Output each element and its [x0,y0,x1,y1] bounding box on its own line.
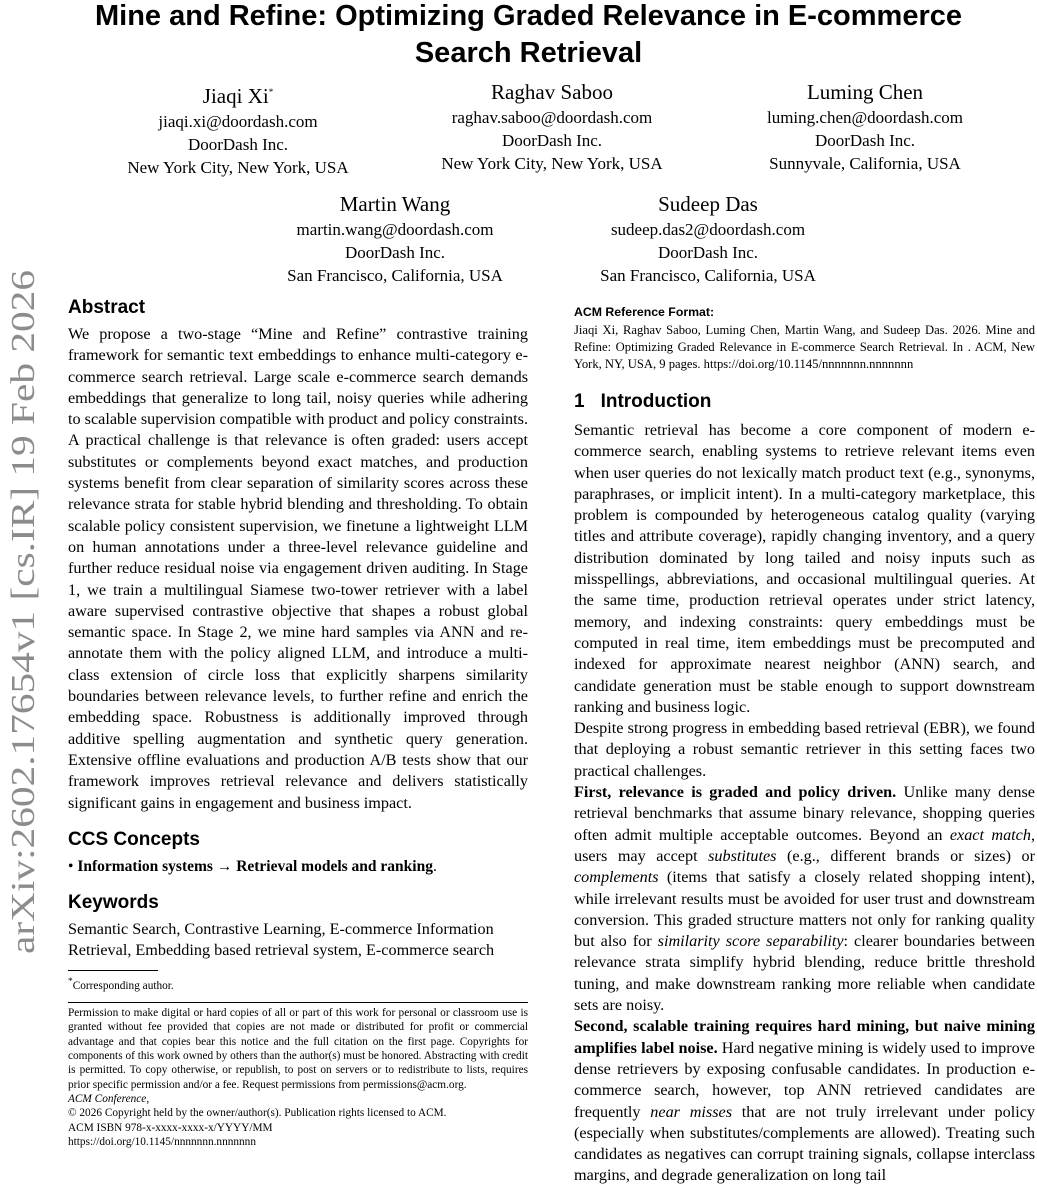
author-affiliation: DoorDash Inc. [501,131,603,150]
paper-title-line-2: Search Retrieval [414,37,643,69]
author-location: San Francisco, California, USA [600,266,816,285]
introduction-heading [574,390,1035,414]
author-location: Sunnyvale, California, USA [769,154,961,173]
footnote-rule [68,970,158,971]
author-affiliation: DoorDash Inc. [814,131,916,150]
author-block [68,80,408,179]
author-affiliation: DoorDash Inc. [187,135,289,154]
challenge-2-lead: Second, scalable training requires hard mining, but naive mining amplifies label noise. [574,1017,1035,1057]
doi-link[interactable]: https://doi.org/10.1145/nnnnnnn.nnnnnnn [68,1135,256,1148]
abstract-text: We propose a two-stage “Mine and Refine” contrastive training framework for semantic text embeddings to enhance multi-category e-commerce search retrieval. Large scale e-commerce search demands embeddings that generalize to long tail, noisy queries while adhering to scalable supervision compatible with product and policy constraints. A practical challenge is that relevance is often graded: users accept substitutes or complements beyond exact matches, and production systems benefit from clear separation of similarity scores across these relevance strata for stable hybrid blending and thresholding. To obtain scalable policy consistent supervision, we finetune a lightweight LLM on human annotations under a three-level relevance guideline and further reduce residual noise via engagement driven auditing. In Stage 1, we train a multilingual Siamese two-tower retriever with a label aware supervised contrastive objective that shapes a robust global semantic space. In Stage 2, we mine hard samples via ANN and re-annotate them with the policy aligned LLM, and introduce a multi-class extension of circle loss that explicitly sharpens similarity boundaries between relevance levels, to further refine and enrich the embedding space. Robustness is additionally improved through additive spelling augmentation and synthetic query generation. Extensive offline evaluations and production A/B tests show that our framework improves retrieval relevance and delivers statistically significant gains in engagement and business impact. [68,325,528,812]
author-email: sudeep.das2@doordash.com [610,220,806,239]
section-number: 1 [574,391,585,412]
author-affiliation: DoorDash Inc. [344,243,446,262]
corresponding-author-footnote: *Corresponding author. [68,977,174,993]
keywords-heading: Keywords [68,891,159,913]
author-email: raghav.saboo@doordash.com [451,108,653,127]
corresponding-author-mark: * [268,87,274,97]
author-location: New York City, New York, USA [127,158,349,177]
ccs-concept-item: • Information systems → Retrieval models and ranking. [68,857,437,875]
paper-title-line-1: Mine and Refine: Optimizing Graded Relevance in E-commerce [95,0,962,32]
keywords-text: Semantic Search, Contrastive Learning, E-commerce Information Retrieval, Embedding based retrieval system, E-commerce search [68,919,495,960]
author-email: luming.chen@doordash.com [766,108,963,127]
intro-paragraph-2: Despite strong progress in embedding based retrieval (EBR), we found that deploying a robust semantic retriever in this setting faces two practical challenges. [574,719,1035,780]
acm-reference-text: Jiaqi Xi, Raghav Saboo, Luming Chen, Martin Wang, and Sudeep Das. 2026. Mine and Refine: Optimizing Graded Relevance in E-commerce Search Retrieval. In . ACM, New York, NY, USA, 9 pages. https://doi.org/10.1145/nnnnnnn.nnnnnnn [574,323,1035,371]
paper-title [60,0,997,72]
author-affiliation: DoorDash Inc. [657,243,759,262]
author-name: Sudeep Das [658,192,758,216]
author-email: martin.wang@doordash.com [296,220,494,239]
challenge-1-lead: First, relevance is graded and policy driven. [574,783,897,802]
right-column [574,296,1035,1187]
author-name: Martin Wang [339,192,451,216]
author-email: jiaqi.xi@doordash.com [158,112,318,131]
left-column [68,296,528,1149]
intro-paragraph-1: Semantic retrieval has become a core component of modern e-commerce search, enabling systems to retrieve relevant items even when user queries do not lexically match product text (e.g., synonyms, paraphrases, or implicit intent). In a multi-category marketplace, this problem is compounded by heterogeneous catalog quality (varying titles and attribute coverage), rapidly changing inventory, and a query distribution dominated by long tailed and noisy inputs such as misspellings, abbreviations, and occasional multilingual queries. At the same time, production retrieval operates under strict latency, memory, and indexing constraints: query embeddings must be computed in real time, item embeddings must be precomputed and indexed for approximate nearest neighbor (ANN) search, and candidate generation must be stable enough to support downstream ranking and business logic. [574,421,1035,716]
author-block [538,192,878,287]
intro-paragraph-3: First, relevance is graded and policy driven. Unlike many dense retrieval benchmarks that assume binary relevance, shopping queries often admit multiple acceptable outcomes. Beyond an exact match, users may accept substitutes (e.g., different brands or sizes) or complements (items that satisfy a closely related shopping intent), while irrelevant results must be avoided for user trust and downstream conversion. This graded structure matters not only for ranking quality but also for similarity score separability: clearer boundaries between relevance strata simplify hybrid blending, reduce brittle threshold tuning, and make downstream ranking more reliable when candidate sets are noisy. [574,783,1035,1015]
section-title: Introduction [600,391,712,412]
copyright-notice: © 2026 Copyright held by the owner/author(s). Publication rights licensed to ACM. [68,1107,447,1120]
ccs-concepts-heading: CCS Concepts [68,828,200,850]
author-location: San Francisco, California, USA [287,266,503,285]
arxiv-identifier-stamp [0,268,46,958]
abstract-heading: Abstract [68,297,146,318]
conference-name: ACM Conference, [68,1092,150,1105]
acm-reference-heading: ACM Reference Format: [574,305,715,319]
author-name: Luming Chen [806,80,924,104]
isbn: ACM ISBN 978-x-xxxx-xxxx-x/YYYY/MM [68,1121,273,1134]
arxiv-identifier: arXiv:2602.17654v1 [cs.IR] 19 Feb 2026 [5,391,42,954]
author-block [382,80,722,175]
author-name: Raghav Saboo [491,80,613,104]
author-block [695,80,1035,175]
permission-notice: Permission to make digital or hard copies of all or part of this work for personal or classroom use is granted without fee provided that copies are not made or distributed for profit or commercial advantage and that copies bear this notice and the full citation on the first page. Copyrights for components of this work owned by others than the author(s) must be honored. Abstracting with credit is permitted. To copy otherwise, or republish, to post on servers or to redistribute to lists, requires prior specific permission and/or a fee. Request permissions from permissions@acm.org. [68,1007,528,1091]
intro-paragraph-4: Second, scalable training requires hard mining, but naive mining amplifies label noise. Hard negative mining is widely used to improve dense retrievers by exposing confusable candidates. In production e-commerce search, however, top ANN retrieved candidates are frequently near misses that are not truly irrelevant under policy (especially when substitutes/complements are allowed). Treating such candidates as negatives can corrupt training signals, collapse interclass margins, and degrade generalization on long tail [574,1017,1035,1185]
author-location: New York City, New York, USA [441,154,663,173]
author-name: Jiaqi Xi* [202,84,274,108]
author-block [225,192,565,287]
permission-rule [68,1002,528,1003]
